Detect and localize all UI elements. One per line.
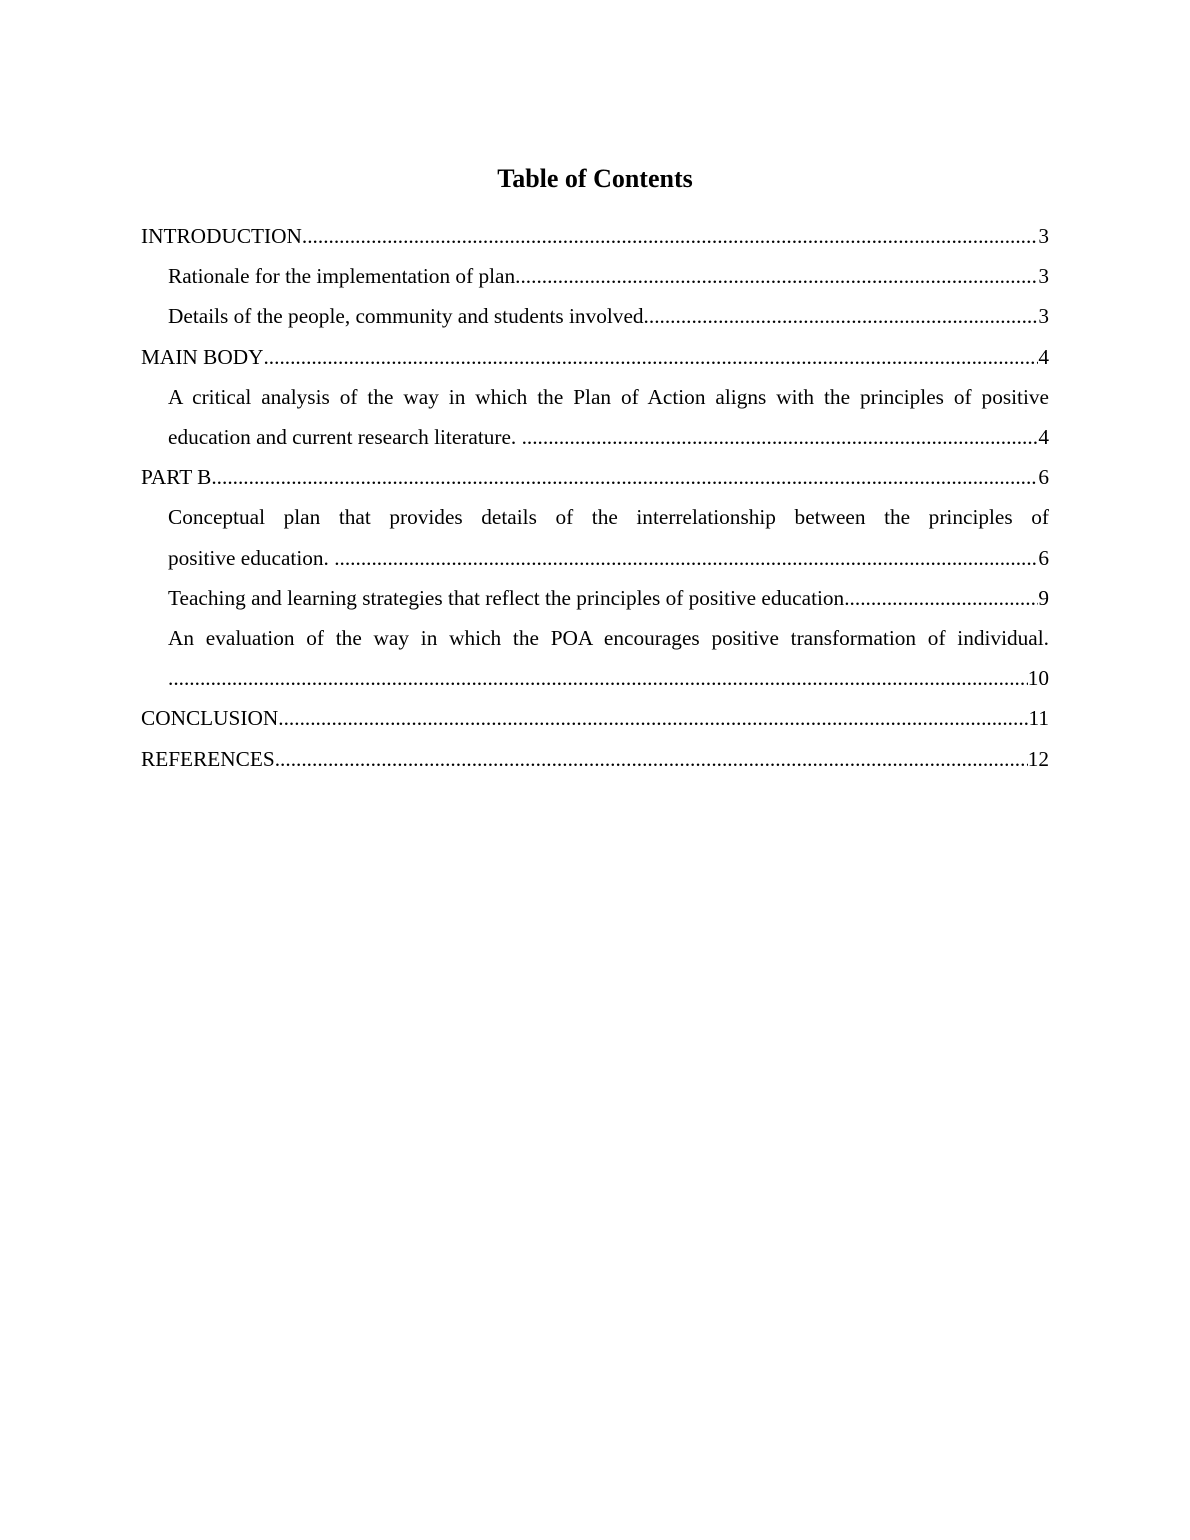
- toc-entry-introduction[interactable]: [141, 216, 1049, 256]
- toc-entry-rationale[interactable]: [141, 256, 1049, 296]
- toc-dot-leader: [278, 698, 1028, 738]
- toc-entry-text-line1: A critical analysis of the way in which the Plan of Action aligns with the principles of positive: [168, 384, 1049, 409]
- toc-entry-teaching-strategies[interactable]: [141, 578, 1049, 618]
- toc-entry-text: positive education.: [168, 545, 335, 570]
- toc-entry-text: education and current research literature.: [168, 425, 522, 450]
- toc-entry-text: INTRODUCTION: [141, 224, 302, 248]
- toc-dot-leader: [644, 296, 1039, 336]
- toc-entry-text: PART B: [141, 465, 212, 490]
- toc-page-number: 9: [1038, 585, 1049, 610]
- toc-page-number: 10: [1027, 666, 1049, 691]
- toc-entry-conceptual-plan[interactable]: [141, 497, 1049, 577]
- toc-dot-leader: [275, 739, 1028, 779]
- toc-dot-leader: [515, 256, 1038, 296]
- table-of-contents: [141, 216, 1049, 779]
- toc-entry-text: CONCLUSION: [141, 706, 279, 731]
- toc-entry-critical-analysis[interactable]: [141, 377, 1049, 457]
- toc-page-number: 11: [1028, 706, 1049, 731]
- toc-page-number: 4: [1038, 425, 1049, 450]
- toc-entry-evaluation-poa[interactable]: [141, 618, 1049, 698]
- toc-page-number: 3: [1038, 264, 1049, 289]
- toc-dot-leader: [263, 337, 1038, 377]
- toc-dot-leader: [211, 457, 1038, 497]
- toc-dot-leader: [168, 658, 1028, 698]
- toc-entry-details-people[interactable]: [141, 296, 1049, 336]
- toc-page-number: 6: [1038, 465, 1049, 490]
- toc-entry-part-b[interactable]: [141, 457, 1049, 497]
- toc-dot-leader: [844, 578, 1038, 618]
- toc-entry-references[interactable]: [141, 739, 1049, 779]
- toc-page-number: 4: [1038, 344, 1049, 369]
- toc-entry-text: Rationale for the implementation of plan: [168, 264, 516, 289]
- toc-page-number: 12: [1027, 746, 1049, 771]
- toc-title: Table of Contents: [497, 164, 693, 193]
- toc-dot-leader: [334, 538, 1038, 578]
- toc-entry-text: Teaching and learning strategies that reflect the principles of positive education: [168, 585, 845, 610]
- toc-entry-main-body[interactable]: [141, 337, 1049, 377]
- toc-entry-text: REFERENCES: [141, 746, 275, 771]
- toc-page-number: 6: [1038, 545, 1049, 570]
- toc-page-number: 3: [1038, 224, 1049, 248]
- toc-entry-text-line1: An evaluation of the way in which the POA encourages positive transformation of individual.: [168, 626, 1049, 651]
- toc-entry-conclusion[interactable]: [141, 698, 1049, 738]
- toc-entry-text: MAIN BODY: [141, 344, 264, 369]
- toc-dot-leader: [522, 417, 1039, 457]
- toc-entry-text-line1: Conceptual plan that provides details of the interrelationship between the principles of: [168, 505, 1049, 530]
- toc-entry-text: Details of the people, community and students involved: [168, 304, 644, 329]
- toc-page-number: 3: [1038, 304, 1049, 329]
- toc-dot-leader: [302, 216, 1038, 256]
